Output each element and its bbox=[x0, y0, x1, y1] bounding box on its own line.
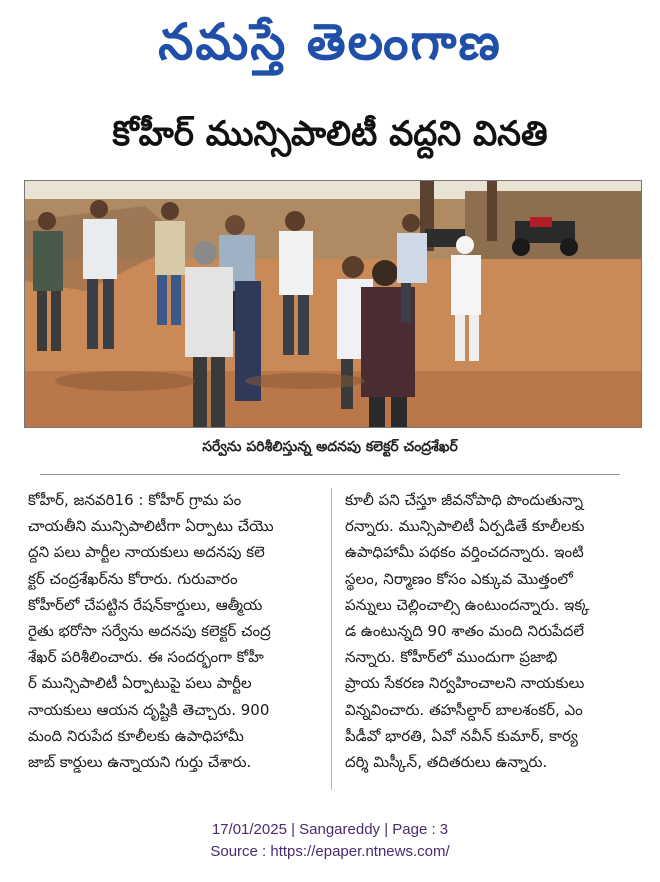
edition-info: 17/01/2025 | Sangareddy | Page : 3 bbox=[211, 821, 449, 838]
article-line: రన్నారు. మున్సిపాలిటీ ఏర్పడితే కూలీలకు bbox=[345, 517, 585, 536]
article-line: కోహీర్‌లో చేపట్టిన రేషన్‌కార్డులు, ఆత్మీయ bbox=[28, 595, 263, 614]
article-line: స్థలం, నిర్మాణం కోసం ఎక్కువ మొత్తంలో bbox=[345, 569, 573, 588]
article-line: ద్దని పలు పార్టీల నాయకులు అదనపు కలె bbox=[28, 543, 265, 562]
article-line: పన్నులు చెల్లించాల్సి ఉంటుందన్నారు. ఇక్క bbox=[345, 595, 590, 614]
caption-divider bbox=[40, 474, 620, 475]
article-line: ఉపాధిహామీ పథకం వర్తించదన్నారు. ఇంటి bbox=[345, 543, 584, 562]
article-line: జాబ్ కార్డులు ఉన్నాయని గుర్తు చేశారు. bbox=[28, 753, 252, 772]
article-line: ర్ మున్సిపాలిటీ ఏర్పాటుపై పలు పార్టీల bbox=[28, 674, 252, 693]
article-headline: కోహీర్ మున్సిపాలిటీ వద్దని వినతి bbox=[112, 114, 548, 154]
column-divider bbox=[331, 488, 332, 790]
article-line: డ ఉంటున్నది 90 శాతం మంది నిరుపేదలే bbox=[345, 622, 585, 641]
article-line: విన్నవించారు. తహసీల్దార్ బాలశంకర్, ఎం bbox=[345, 700, 583, 719]
article-line: క్టర్ చంద్రశేఖర్‌ను కోరారు. గురువారం bbox=[28, 569, 238, 588]
newspaper-masthead: నమస్తే తెలంగాణ bbox=[158, 12, 502, 71]
article-line: కోహీర్, జనవరి16 : కోహీర్ గ్రామ పం bbox=[28, 491, 242, 509]
article-column-left bbox=[28, 487, 318, 775]
article-line: నన్నారు. కోహీర్‌లో ముందుగా ప్రజాభి bbox=[345, 648, 558, 667]
article-line: చాయతీని మున్సిపాలిటీగా ఏర్పాటు చేయొ bbox=[28, 517, 274, 536]
article-line: కూలీ పని చేస్తూ జీవనోపాధి పొందుతున్నా bbox=[345, 491, 584, 509]
source-link[interactable]: Source : https://epaper.ntnews.com/ bbox=[210, 843, 450, 860]
article-line: పీడీవో భారతి, ఏవో నవీన్ కుమార్, కార్య bbox=[345, 726, 578, 745]
article-line: మంది నిరుపేద కూలీలకు ఉపాధిహామీ bbox=[28, 726, 244, 745]
article-line: శేఖర్ పరిశీలించారు. ఈ సందర్భంగా కోహీ bbox=[28, 648, 264, 667]
article-column-right bbox=[345, 487, 635, 775]
article-line: రైతు భరోసా సర్వేను అదనపు కలెక్టర్ చంద్ర bbox=[28, 622, 271, 641]
article-line: దర్శి మిస్కీన్, తదితరులు ఉన్నారు. bbox=[345, 753, 548, 772]
article-line: నాయకులు ఆయన దృష్టికి తెచ్చారు. 900 bbox=[28, 700, 270, 719]
photo-caption: సర్వేను పరిశీలిస్తున్న అదనపు కలెక్టర్ చంద్రశేఖర్ bbox=[202, 439, 458, 455]
article-line: ప్రాయ సేకరణ నిర్వహించాలని నాయకులు bbox=[345, 674, 585, 693]
news-photo bbox=[24, 180, 642, 428]
